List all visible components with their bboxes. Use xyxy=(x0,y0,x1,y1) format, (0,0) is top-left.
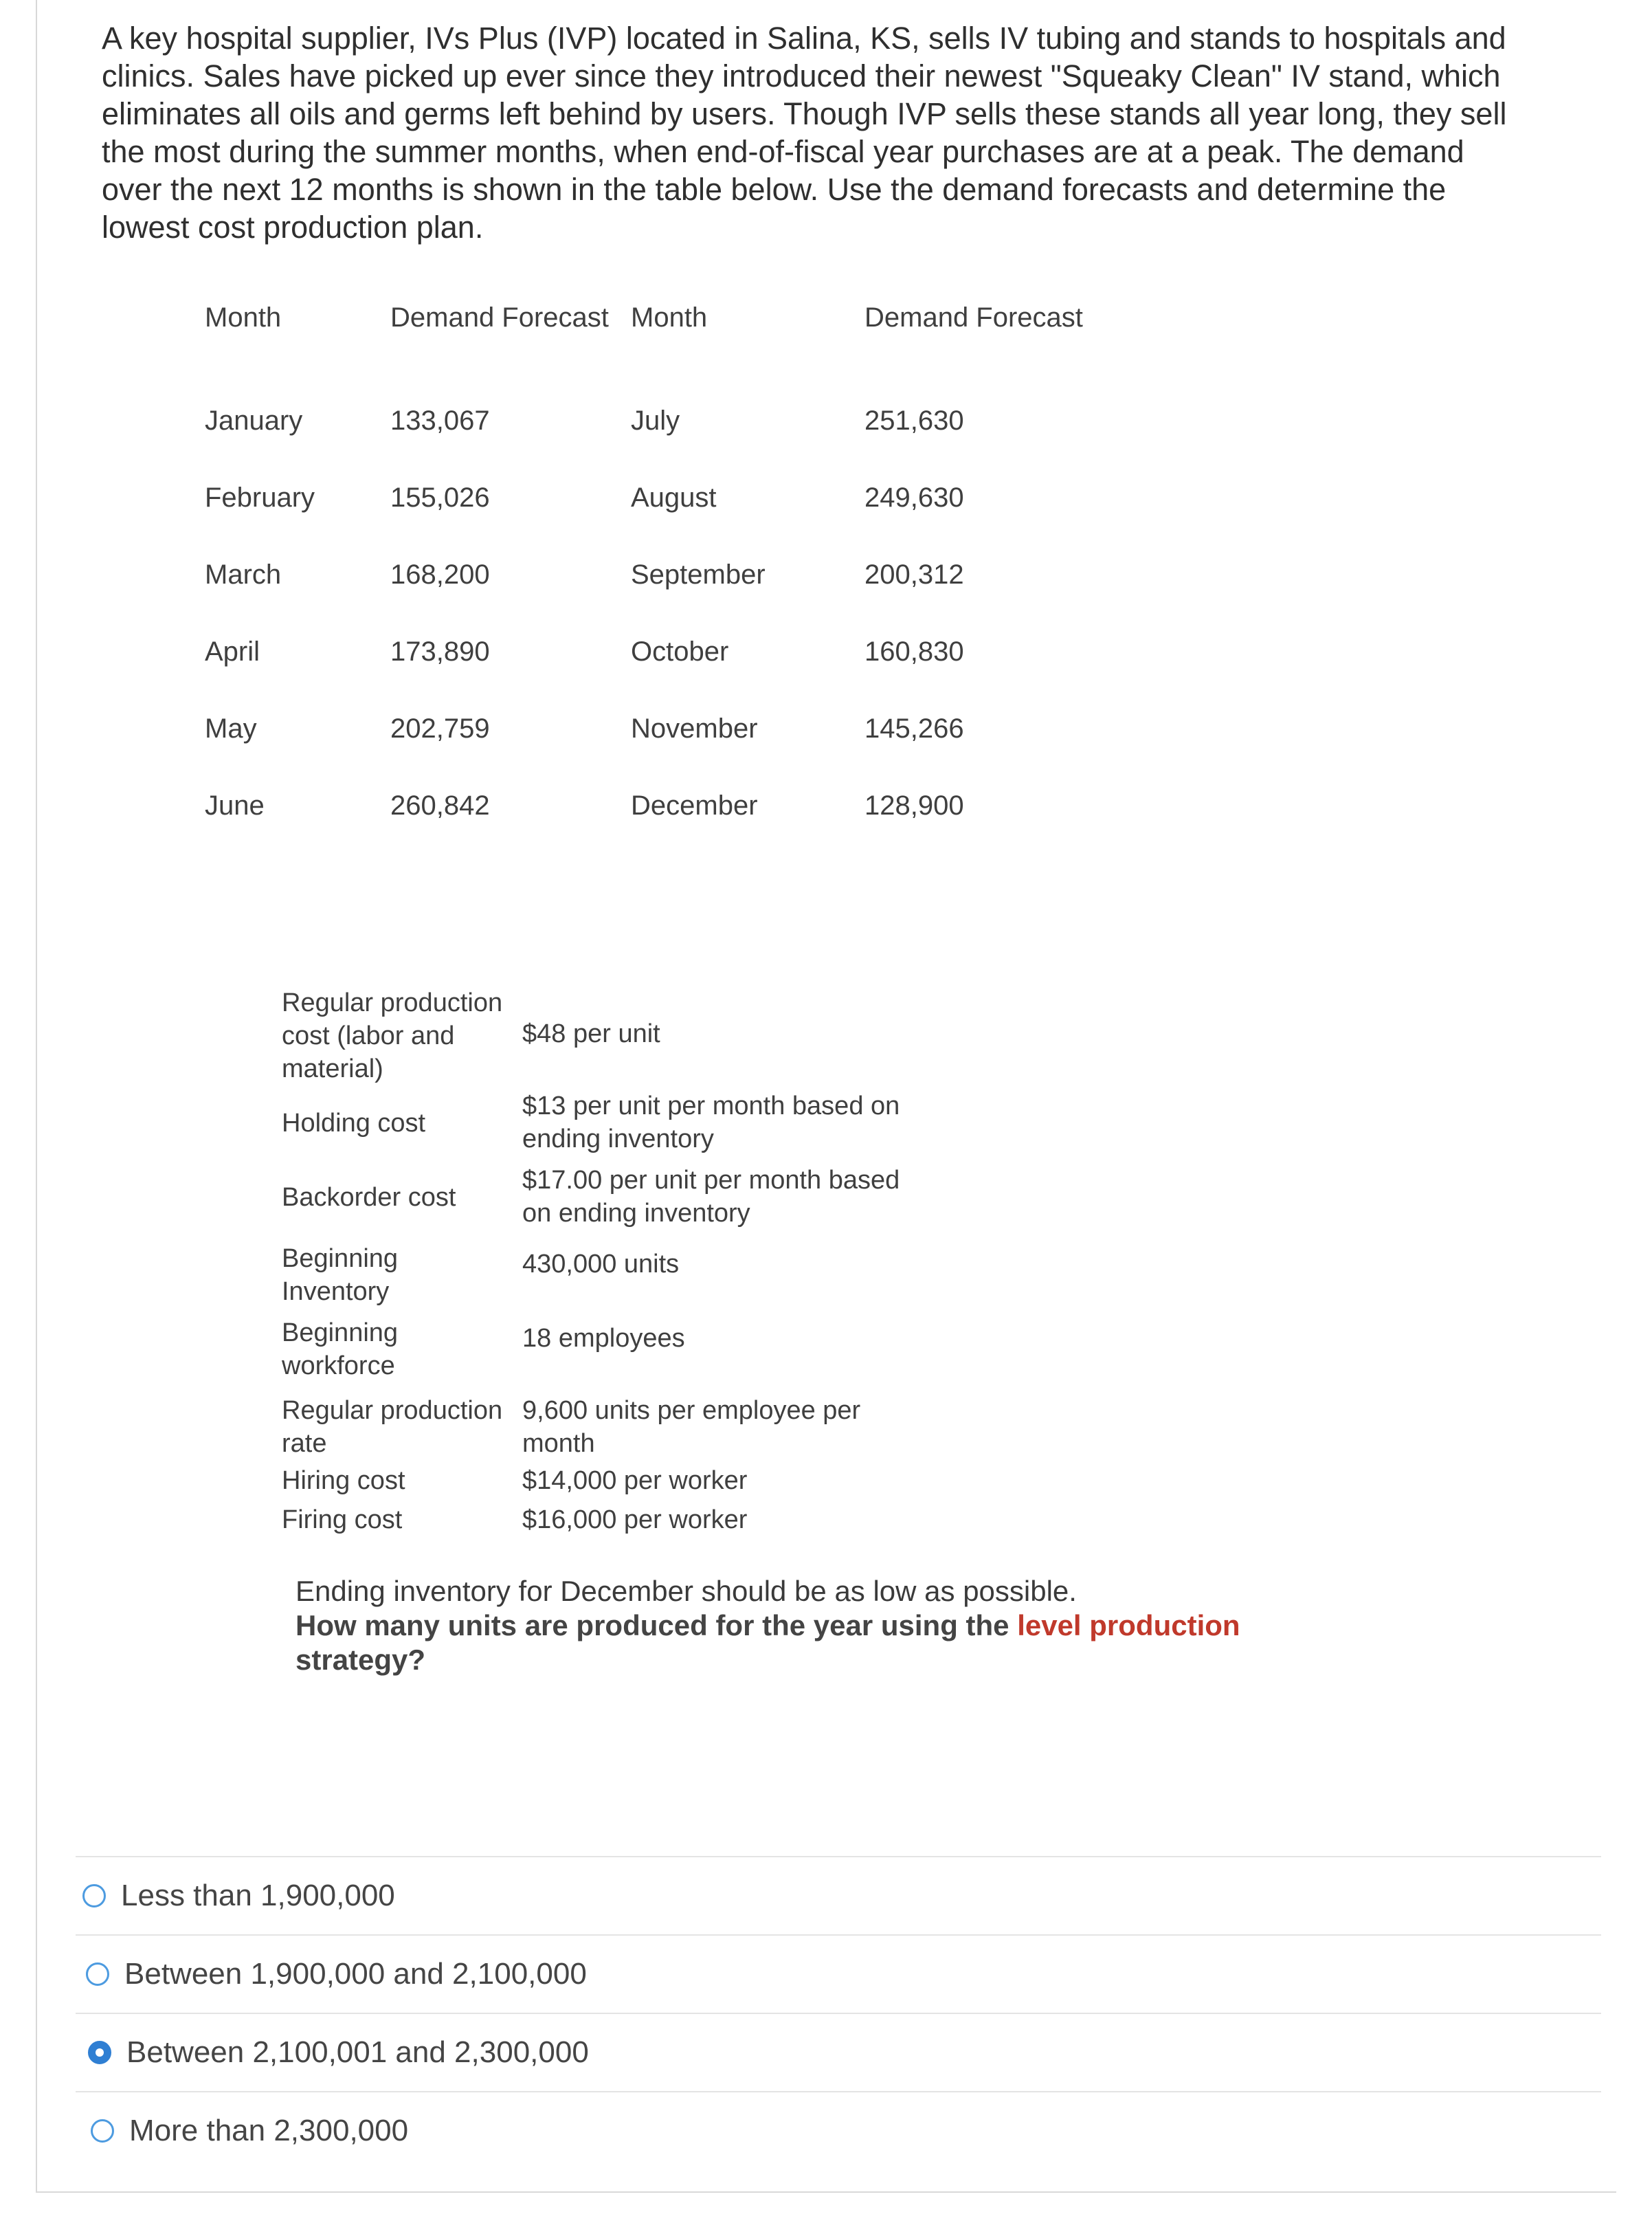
param-value: 18 employees xyxy=(522,1324,685,1353)
month-cell: February xyxy=(205,483,315,513)
radio-button-selected[interactable] xyxy=(88,2041,111,2064)
param-value: 9,600 units per employee per month xyxy=(522,1396,861,1458)
param-value: 430,000 units xyxy=(522,1250,680,1279)
demand-cell: 160,830 xyxy=(864,637,964,667)
param-label: Regular production cost (labor and material) xyxy=(282,988,503,1083)
month-cell: September xyxy=(631,560,766,590)
month-cell: March xyxy=(205,560,282,590)
param-value: $14,000 per worker xyxy=(522,1466,748,1495)
demand-cell: 145,266 xyxy=(864,714,964,744)
header-month-1: Month xyxy=(205,302,282,333)
param-value: $13 per unit per month based on ending inventory xyxy=(522,1092,900,1153)
demand-cell: 251,630 xyxy=(864,406,964,436)
header-demand-1: Demand Forecast xyxy=(390,302,609,333)
radio-button[interactable] xyxy=(82,1884,106,1907)
header-month-2: Month xyxy=(631,302,708,333)
table-row xyxy=(205,714,1167,790)
month-cell: January xyxy=(205,406,303,436)
param-value: $48 per unit xyxy=(522,1019,660,1048)
param-label: Holding cost xyxy=(282,1109,426,1138)
demand-forecast-table xyxy=(205,302,1167,867)
question-ask xyxy=(295,1608,1258,1677)
option-label: Less than 1,900,000 xyxy=(121,1879,395,1912)
option-label: Between 2,100,001 and 2,300,000 xyxy=(126,2035,589,2069)
param-label: Beginning Inventory xyxy=(282,1244,399,1306)
param-label: Hiring cost xyxy=(282,1466,405,1495)
answer-option[interactable] xyxy=(76,1856,1601,1934)
prompt-end: strategy? xyxy=(295,1644,426,1676)
demand-cell: 202,759 xyxy=(390,714,490,744)
question-text: A key hospital supplier, IVs Plus (IVP) located in Salina, KS, sells IV tubing and stands to hospitals and clinics. Sales have picked up ever since they introduced their newest "Squeaky Clean" IV stand, which eliminates all oils and germs left behind by users. Though IVP sells these stands all year long, they sell the most during the summer months, when end-of-fiscal year purchases are at a peak. The demand over the next 12 months is shown in the table below. Use the demand forecasts and determine the lowest cost production plan. xyxy=(102,21,1507,245)
month-cell: October xyxy=(631,637,729,667)
table-row xyxy=(205,560,1167,637)
param-label: Regular production rate xyxy=(282,1396,503,1458)
month-cell: November xyxy=(631,714,758,744)
demand-cell: 128,900 xyxy=(864,790,964,821)
option-label: More than 2,300,000 xyxy=(129,2114,409,2147)
answer-option-selected[interactable] xyxy=(76,2013,1601,2091)
param-label: Beginning workforce xyxy=(282,1318,399,1380)
param-label: Firing cost xyxy=(282,1505,403,1534)
answer-option[interactable] xyxy=(76,1934,1601,2013)
param-value: $16,000 per worker xyxy=(522,1505,748,1534)
prompt-highlight: level production xyxy=(1017,1609,1240,1641)
table-row xyxy=(205,483,1167,560)
answer-option[interactable] xyxy=(76,2091,1601,2169)
table-row xyxy=(205,790,1167,867)
demand-cell: 173,890 xyxy=(390,637,490,667)
option-label: Between 1,900,000 and 2,100,000 xyxy=(124,1957,587,1991)
demand-cell: 133,067 xyxy=(390,406,490,436)
demand-cell: 200,312 xyxy=(864,560,964,590)
table-row xyxy=(205,406,1167,483)
ending-inventory-note: Ending inventory for December should be as low as possible. xyxy=(295,1575,1077,1607)
demand-cell: 260,842 xyxy=(390,790,490,821)
month-cell: April xyxy=(205,637,260,667)
question-prompt xyxy=(295,1574,1258,1677)
month-cell: May xyxy=(205,714,257,744)
table-header-row xyxy=(205,302,1167,406)
radio-button[interactable] xyxy=(91,2119,114,2143)
header-demand-2: Demand Forecast xyxy=(864,302,1083,333)
month-cell: July xyxy=(631,406,680,436)
month-cell: December xyxy=(631,790,758,821)
month-cell: June xyxy=(205,790,265,821)
demand-cell: 168,200 xyxy=(390,560,490,590)
demand-cell: 155,026 xyxy=(390,483,490,513)
param-value: $17.00 per unit per month based on ending inventory xyxy=(522,1166,900,1228)
answer-options xyxy=(76,1856,1601,2169)
prompt-start: How many units are produced for the year using the xyxy=(295,1609,1018,1641)
month-cell: August xyxy=(631,483,717,513)
param-label: Backorder cost xyxy=(282,1183,456,1212)
radio-button[interactable] xyxy=(86,1962,109,1986)
table-row xyxy=(205,637,1167,714)
demand-cell: 249,630 xyxy=(864,483,964,513)
